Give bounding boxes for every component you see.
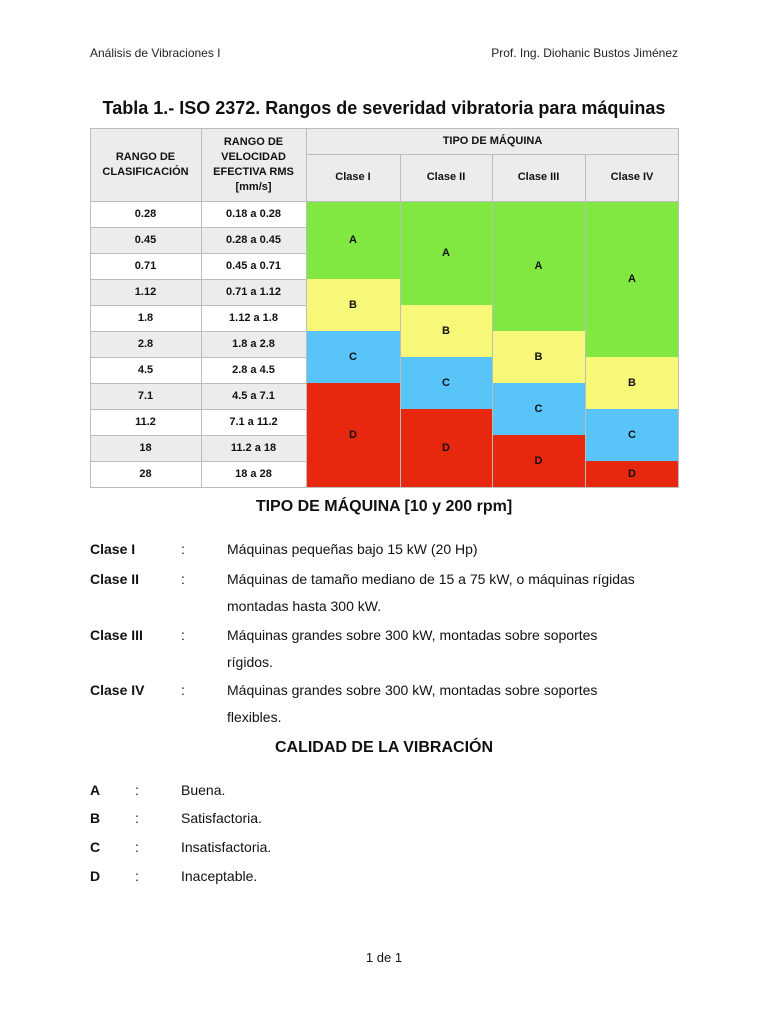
zone-clase-4-b: B: [585, 357, 679, 409]
zone-clase-4-a: A: [585, 201, 679, 357]
row-rango: 0.71 a 1.12: [201, 279, 306, 305]
row-rango: 11.2 a 18: [201, 435, 306, 461]
colon: :: [135, 810, 139, 826]
zone-clase-2-a: A: [400, 201, 492, 305]
calidad-item-label: D: [90, 868, 101, 884]
grid-line: [90, 331, 306, 332]
row-rango: 1.12 a 1.8: [201, 305, 306, 331]
tipo-item-text: Máquinas pequeñas bajo 15 kW (20 Hp): [227, 541, 478, 557]
zone-clase-2-b: B: [400, 305, 492, 357]
calidad-title: CALIDAD DE LA VIBRACIÓN: [274, 739, 494, 756]
zone-clase-1-d: D: [306, 383, 400, 487]
row-clasificacion: 4.5: [90, 357, 201, 383]
row-clasificacion: 11.2: [90, 409, 201, 435]
row-rango: 7.1 a 11.2: [201, 409, 306, 435]
row-rango: 0.18 a 0.28: [201, 201, 306, 227]
grid-line: [90, 461, 306, 462]
row-rango: 0.28 a 0.45: [201, 227, 306, 253]
header-left: Análisis de Vibraciones I: [90, 46, 221, 60]
row-clasificacion: 1.8: [90, 305, 201, 331]
calidad-item-label: A: [90, 782, 101, 798]
zone-clase-2-c: C: [400, 357, 492, 409]
row-clasificacion: 0.28: [90, 201, 201, 227]
row-rango: 2.8 a 4.5: [201, 357, 306, 383]
header-clase-4: Clase IV: [585, 154, 679, 201]
grid-line: [90, 383, 306, 384]
header-clase-1: Clase I: [306, 154, 400, 201]
row-rango: 1.8 a 2.8: [201, 331, 306, 357]
zone-clase-3-c: C: [492, 383, 585, 435]
tipo-item-text: Máquinas de tamaño mediano de 15 a 75 kW, o máquinas rígidas montadas hasta 300 kW.: [227, 571, 635, 614]
grid-line: [678, 128, 679, 487]
zone-clase-3-b: B: [492, 331, 585, 383]
colon: :: [135, 782, 139, 798]
zone-clase-4-d: D: [585, 461, 679, 487]
colon: :: [135, 868, 139, 884]
header-right: Prof. Ing. Diohanic Bustos Jiménez: [491, 46, 678, 60]
grid-line: [90, 279, 306, 280]
calidad-item-text: Insatisfactoria.: [181, 839, 272, 855]
colon: :: [135, 839, 139, 855]
table-title: Tabla 1.- ISO 2372. Rangos de severidad vibratoria para máquinas: [102, 98, 666, 118]
severity-table: [90, 128, 679, 488]
row-clasificacion: 18: [90, 435, 201, 461]
colon: :: [181, 541, 185, 557]
grid-line: [492, 154, 493, 487]
calidad-item-label: B: [90, 810, 101, 826]
grid-line: [90, 435, 306, 436]
header-clase-2: Clase II: [400, 154, 492, 201]
row-clasificacion: 1.12: [90, 279, 201, 305]
zone-clase-1-b: B: [306, 279, 400, 331]
zone-clase-1-a: A: [306, 201, 400, 279]
row-clasificacion: 0.71: [90, 253, 201, 279]
tipo-item-label: Clase I: [90, 541, 136, 557]
calidad-item-text: Satisfactoria.: [181, 810, 262, 826]
zone-clase-2-d: D: [400, 409, 492, 487]
colon: :: [181, 571, 185, 587]
grid-line: [90, 357, 306, 358]
grid-line: [90, 253, 306, 254]
zone-clase-3-d: D: [492, 435, 585, 487]
tipo-maquina-title: TIPO DE MÁQUINA [10 y 200 rpm]: [255, 498, 513, 515]
grid-line: [585, 154, 586, 487]
row-clasificacion: 28: [90, 461, 201, 487]
row-rango: 18 a 28: [201, 461, 306, 487]
tipo-item-text: Máquinas grandes sobre 300 kW, montadas sobre soportes flexibles.: [227, 682, 598, 725]
grid-line: [90, 201, 679, 202]
zone-clase-1-c: C: [306, 331, 400, 383]
grid-line: [400, 154, 401, 487]
grid-line: [90, 128, 679, 129]
tipo-item-label: Clase II: [90, 571, 140, 587]
grid-line: [201, 128, 202, 487]
tipo-item-label: Clase IV: [90, 682, 145, 698]
calidad-item-label: C: [90, 839, 101, 855]
grid-line: [90, 487, 679, 488]
row-clasificacion: 0.45: [90, 227, 201, 253]
grid-line: [90, 409, 306, 410]
header-tipo-maquina: TIPO DE MÁQUINA: [306, 128, 679, 154]
tipo-item-text: Máquinas grandes sobre 300 kW, montadas sobre soportes rígidos.: [227, 627, 598, 670]
zone-clase-3-a: A: [492, 201, 585, 331]
row-clasificacion: 2.8: [90, 331, 201, 357]
grid-line: [90, 128, 91, 487]
row-rango: 0.45 a 0.71: [201, 253, 306, 279]
grid-line: [306, 128, 307, 487]
grid-line: [306, 154, 679, 155]
header-velocidad: RANGO DE VELOCIDAD EFECTIVA RMS [mm/s]: [201, 128, 306, 201]
row-clasificacion: 7.1: [90, 383, 201, 409]
header-clase-3: Clase III: [492, 154, 585, 201]
row-rango: 4.5 a 7.1: [201, 383, 306, 409]
grid-line: [90, 305, 306, 306]
colon: :: [181, 627, 185, 643]
calidad-item-text: Inaceptable.: [181, 868, 258, 884]
page-number: 1 de 1: [365, 950, 403, 965]
tipo-item-label: Clase III: [90, 627, 143, 643]
grid-line: [90, 227, 306, 228]
calidad-item-text: Buena.: [181, 782, 226, 798]
zone-clase-4-c: C: [585, 409, 679, 461]
header-clasificacion: RANGO DE CLASIFICACIÓN: [90, 128, 201, 201]
colon: :: [181, 682, 185, 698]
